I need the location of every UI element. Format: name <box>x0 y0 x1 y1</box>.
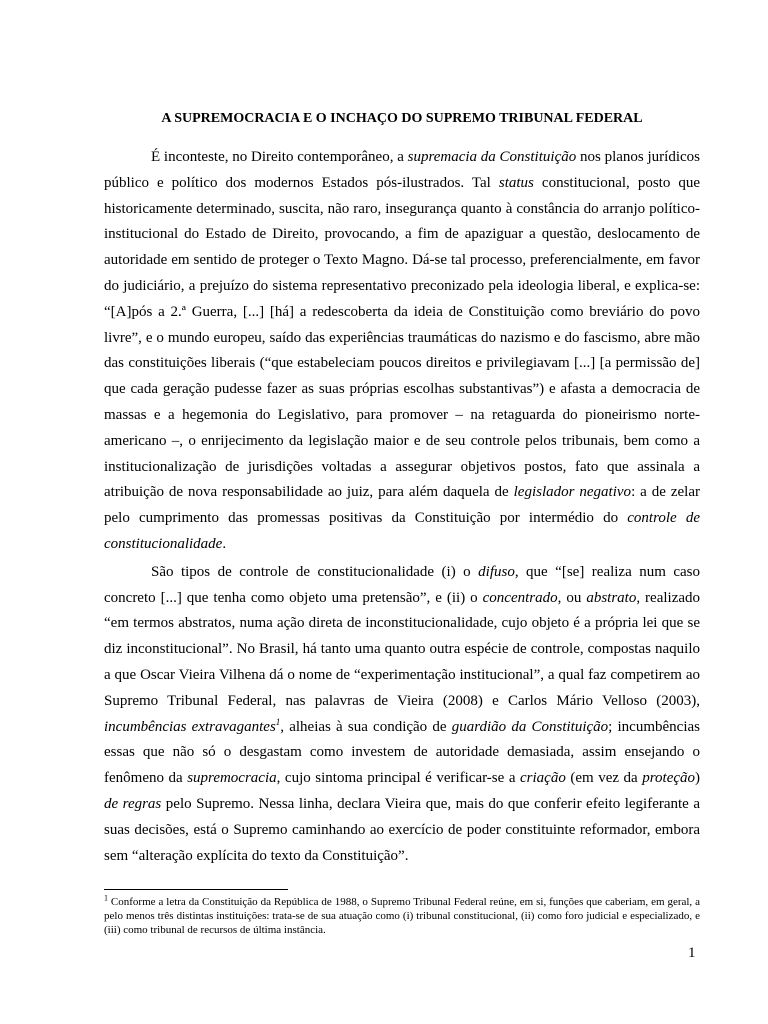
paragraph-text: ) <box>695 770 701 787</box>
paragraph-text: . <box>222 535 227 552</box>
body-paragraph <box>104 560 700 870</box>
footnote-reference: 1 <box>275 716 281 727</box>
body-paragraph <box>104 145 700 558</box>
italic-text: controle de constitucionalidade <box>104 510 701 552</box>
paragraph-text: , realizado “em termos abstratos, numa ação direta de inconstitucionalidade, cujo objeto é a própria lei que se diz inconstitucional”. No Brasil, há tanto uma quanto outra espécie de controle, compostas naquilo a que Oscar Vieira Vilhena dá o nome de “experimentação institucional”, a qual faz competirem ao Supremo Tribunal Federal, nas palavras de Vieira (2008) e Carlos Mário Velloso (2003), <box>104 589 701 709</box>
italic-text: legislador negativo <box>513 484 632 501</box>
document-body <box>104 145 700 869</box>
paragraph-text: , que “[se] realiza num caso concreto [...] que tenha como objeto uma pretensão”, e (ii) o <box>104 563 701 606</box>
italic-text: supremocracia <box>187 770 277 787</box>
italic-text: criação <box>520 770 566 787</box>
italic-text: de regras <box>104 795 162 812</box>
paragraph-text: , cujo sintoma principal é verificar-se a <box>276 770 521 787</box>
italic-text: concentrado <box>482 589 558 606</box>
paragraph-text: constitucional, posto que historicamente determinado, suscita, não raro, insegurança quanto à constância do arranjo político-institucional do Estado de Direito, provocando, a fim de apaziguar a questão, deslocamento de autoridade em sentido de proteger o Texto Magno. Dá-se tal processo, preferencialmente, em favor do judiciário, a prejuízo do sistema representativo preconizado pela ideologia liberal, e explica-se: “[A]pós a 2.ª Guerra, [...] [há] a redescoberta da ideia de Constituição como breviário do povo livre”, e o mundo europeu, saído das experiências traumáticas do nazismo e do fascismo, abre mão das constituições liberais (“que estabeleciam poucos direitos e privilegiavam [...] [a permissão de] que cada geração pudesse fazer as suas próprias escolhas substantivas”) e afasta a democracia de massas e a hegemonia do Legislativo, para promover – na retaguarda do pioneirismo norte-americano –, o enrijecimento da legislação maior e de seu controle pelos tribunais, bem como a institucionalização de jurisdições voltadas a assegurar objetivos postos, fato que assinala a atribuição de nova responsabilidade ao juiz, para além daquela de <box>104 174 701 501</box>
italic-text: difuso <box>478 563 515 580</box>
italic-text: status <box>498 174 534 191</box>
italic-text: abstrato <box>586 589 637 606</box>
paragraph-text: pelo Supremo. Nessa linha, declara Vieira que, mais do que conferir efeito legiferante a suas decisões, está o Supremo caminhando ao exercício de poder constituinte reformador, embora sem “alteração explícita do texto da Constituição”. <box>104 795 700 864</box>
italic-text: incumbências extravagantes <box>104 718 276 735</box>
paragraph-text: nos planos jurídicos público e político dos modernos Estados pós-ilustrados. Tal <box>104 149 700 191</box>
footnote <box>104 895 700 937</box>
paragraph-text: São tipos de controle de constitucionalidade (i) o <box>151 563 479 580</box>
paragraph-text: ; incumbências essas que não só o desgastam como investem de autoridade demasiada, assim ensejando o fenômeno da <box>104 718 700 787</box>
paragraph-text: É inconteste, no Direito contemporâneo, a <box>151 149 408 165</box>
footnote-separator <box>104 889 288 890</box>
paragraph-text: , alheias à sua condição de <box>280 718 452 735</box>
page-number: 1 <box>688 945 696 961</box>
italic-text: supremacia da Constituição <box>407 149 577 165</box>
paragraph-text: (em vez da <box>565 770 643 787</box>
document-title: A SUPREMOCRACIA E O INCHAÇO DO SUPREMO TRIBUNAL FEDERAL <box>161 111 643 126</box>
footnote-marker: 1 <box>104 893 108 903</box>
paragraph-text: , ou <box>557 589 587 606</box>
italic-text: proteção <box>642 770 696 787</box>
paragraph-text: : a de zelar pelo cumprimento das promessas positivas da Constituição por intermédio do <box>104 484 700 527</box>
footnote-text: Conforme a letra da Constituição da República de 1988, o Supremo Tribunal Federal reúne, em si, funções que caberiam, em geral, a pelo menos três distintas instituições: trata-se de sua atuação como (i) tribunal constitucional, (ii) como foro judicial e especializado, e (iii) como tribunal de recursos de última instância. <box>104 896 700 936</box>
italic-text: guardião da Constituição <box>451 718 609 735</box>
